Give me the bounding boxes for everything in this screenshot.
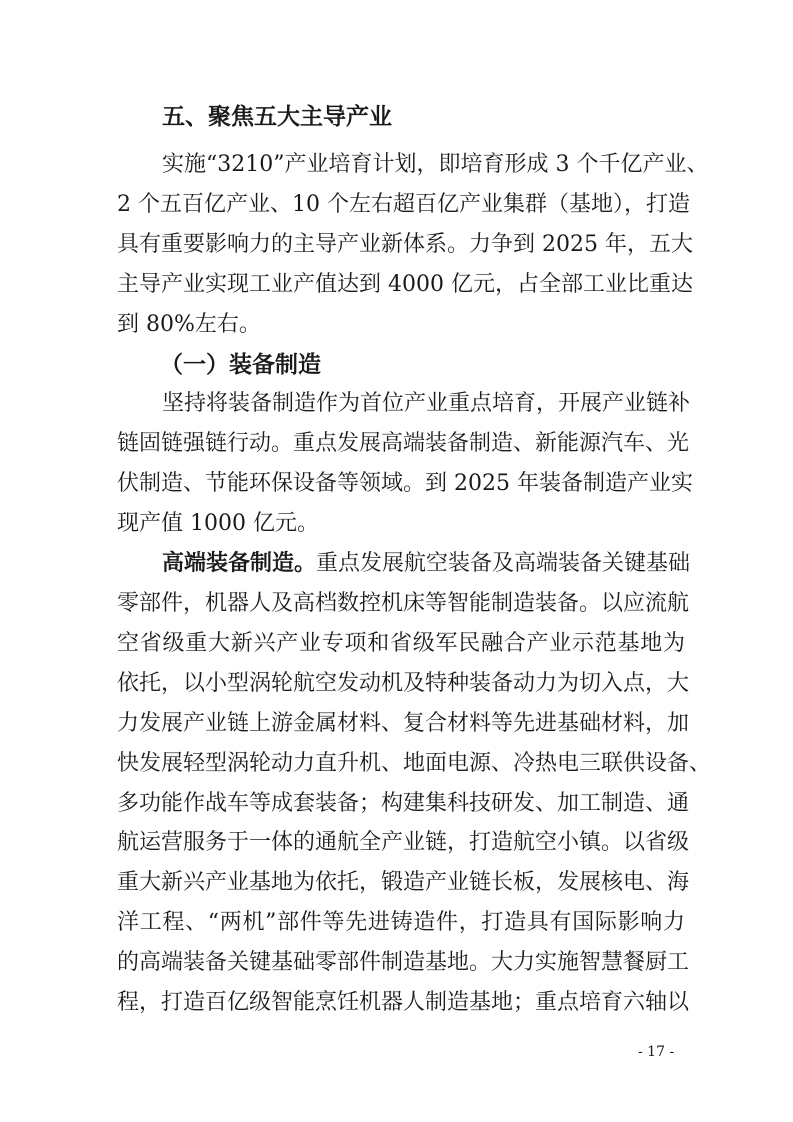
paragraph-line-rest: 重点发展航空装备及高端装备关键基础: [316, 551, 691, 576]
paragraph-line: 空省级重大新兴产业专项和省级军民融合产业示范基地为: [117, 630, 685, 656]
paragraph-line: 到 80%左右。: [117, 311, 261, 337]
paragraph-line: 主导产业实现工业产值达到 4000 亿元，占全部工业比重达: [117, 271, 693, 297]
paragraph-line: 程，打造百亿级智能烹饪机器人制造基地；重点培育六轴以: [117, 990, 690, 1015]
paragraph-line: 现产值 1000 亿元。: [117, 511, 319, 537]
paragraph-line: 重大新兴产业基地为依托，锻造产业链长板，发展核电、海: [117, 870, 690, 896]
paragraph-line: 具有重要影响力的主导产业新体系。力争到 2025 年，五大: [117, 231, 693, 257]
section-heading: 五、聚焦五大主导产业: [162, 104, 392, 130]
page-number: - 17 -: [638, 1044, 675, 1060]
paragraph-line: 的高端装备关键基础零部件制造基地。大力实施智慧餐厨工: [117, 950, 690, 976]
paragraph-line: 零部件，机器人及高档数控机床等智能制造装备。以应流航: [117, 591, 690, 616]
paragraph-line: 快发展轻型涡轮动力直升机、地面电源、冷热电三联供设备、: [117, 750, 712, 776]
paragraph-line: 伏制造、节能环保设备等领域。到 2025 年装备制造产业实: [117, 471, 693, 497]
subsection-heading: （一）装备制造: [160, 351, 321, 378]
paragraph-lead: 高端装备制造。: [162, 551, 317, 576]
paragraph-line: 2 个五百亿产业、10 个左右超百亿产业集群（基地），打造: [117, 191, 690, 217]
paragraph-line: 链固链强链行动。重点发展高端装备制造、新能源汽车、光: [117, 431, 690, 457]
paragraph-line: 多功能作战车等成套装备；构建集科技研发、加工制造、通: [117, 790, 690, 816]
paragraph-line: [162, 549, 691, 579]
paragraph-line: 洋工程、“两机”部件等先进铸造件，打造具有国际影响力: [117, 910, 685, 936]
paragraph-line: 航运营服务于一体的通航全产业链，打造航空小镇。以省级: [117, 830, 690, 856]
paragraph-line: 坚持将装备制造作为首位产业重点培育，开展产业链补: [162, 391, 691, 417]
paragraph-line: 力发展产业链上游金属材料、复合材料等先进基础材料，加: [117, 710, 690, 736]
paragraph-line: 依托，以小型涡轮航空发动机及特种装备动力为切入点，大: [117, 670, 690, 696]
paragraph-line: 实施“3210”产业培育计划，即培育形成 3 个千亿产业、: [162, 152, 709, 177]
